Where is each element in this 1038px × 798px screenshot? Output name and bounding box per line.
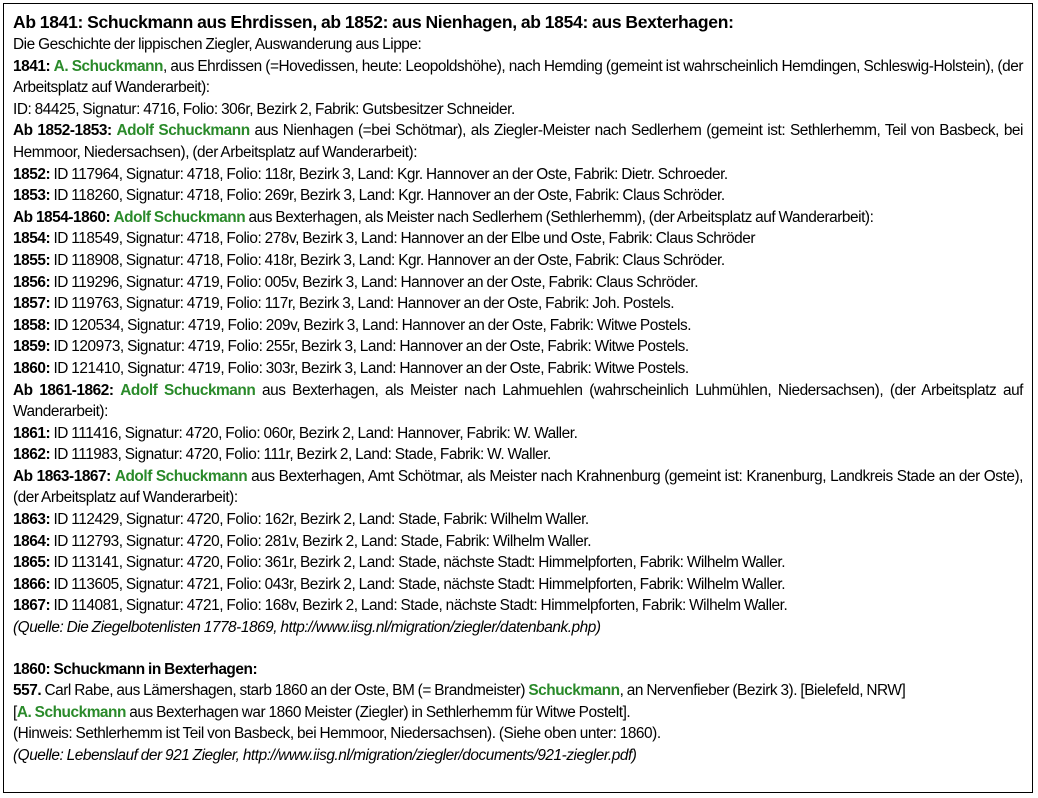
- year-row: [13, 444, 1023, 466]
- section-1854-rows: [13, 228, 1023, 379]
- entry-text: , an Nervenfieber (Bezirk 3). [Bielefeld, NRW]: [619, 682, 906, 700]
- section-text: aus Bexterhagen, als Meister nach Lahmuehlen (wahrscheinlich Luhmühlen, Niedersachsen), (der Arbeitsplatz auf Wanderarbeit):: [13, 381, 1024, 421]
- section-1852: [13, 120, 1023, 163]
- spacer: [13, 639, 1023, 659]
- year-row: [13, 293, 1023, 315]
- section-label: Ab 1854-1860:: [13, 208, 111, 226]
- year-record: ID 118260, Signatur: 4718, Folio: 269r, Bezirk 3, Land: Kgr. Hannover an der Oste, Fabrik: Claus Schröder.: [50, 187, 725, 205]
- section-1854: [13, 207, 1023, 229]
- person-name: Adolf Schuckmann: [120, 381, 256, 399]
- year-record: ID 114081, Signatur: 4721, Folio: 168v, Bezirk 2, Land: Stade, nächste Stadt: Himmelpforten, Fabrik: Wilhelm Waller.: [50, 597, 788, 615]
- entry-number: 557.: [13, 682, 42, 700]
- year-row: [13, 185, 1023, 207]
- year-row: [13, 509, 1023, 531]
- year-row: [13, 531, 1023, 553]
- year-record: ID 111416, Signatur: 4720, Folio: 060r, Bezirk 2, Land: Hannover, Fabrik: W. Waller.: [50, 424, 578, 442]
- year-label: 1862:: [13, 446, 51, 464]
- source-citation: (Quelle: Die Ziegelbotenlisten 1778-1869, http://www.iisg.nl/migration/ziegler/datenbank.php): [13, 619, 601, 637]
- year-label: 1866:: [13, 575, 51, 593]
- year-row: [13, 595, 1023, 617]
- person-name: A. Schuckmann: [53, 57, 163, 75]
- section-text: aus Nienhagen (=bei Schötmar), als Ziegler-Meister nach Sedlerhem (gemeint ist: Sethlerhemm, Teil von Basbeck, bei Hemmoor, Niedersachsen), (der Arbeitsplatz auf Wanderarbeit):: [13, 122, 1024, 161]
- year-record: ID 121410, Signatur: 4719, Folio: 303r, Bezirk 3, Land: Hannover an der Oste, Fabrik: Witwe Postels.: [50, 359, 689, 377]
- year-record: ID 113141, Signatur: 4720, Folio: 361r, Bezirk 2, Land: Stade, nächste Stadt: Himmelpforten, Fabrik: Wilhelm Waller.: [50, 554, 786, 572]
- person-name: Adolf Schuckmann: [113, 208, 246, 226]
- year-row: [13, 228, 1023, 250]
- year-row: [13, 250, 1023, 272]
- bexterhagen-heading: [13, 659, 1023, 681]
- year-label: 1863:: [13, 511, 51, 529]
- section-1861: [13, 380, 1023, 423]
- year-row: [13, 574, 1023, 596]
- entry-text: Carl Rabe, aus Lämershagen, starb 1860 an der Oste, BM (= Brandmeister): [41, 682, 529, 700]
- year-row: [13, 336, 1023, 358]
- year-record: ID 112429, Signatur: 4720, Folio: 162r, Bezirk 2, Land: Stade, Fabrik: Wilhelm Waller.: [50, 511, 589, 529]
- year-label: 1858:: [13, 316, 51, 334]
- year-record: ID 111983, Signatur: 4720, Folio: 111r, Bezirk 2, Land: Stade, Fabrik: W. Waller.: [50, 446, 551, 464]
- bexterhagen-entry: [13, 680, 1023, 702]
- year-label: 1857:: [13, 295, 51, 313]
- entry-label: 1841:: [13, 57, 51, 75]
- section-text: aus Bexterhagen, Amt Schötmar, als Meister nach Krahnenburg (gemeint ist: Kranenburg, Landkreis Stade an der Oste), (der Arbeitsplatz auf Wanderarbeit):: [13, 467, 1023, 507]
- entry-text: , aus Ehrdissen (=Hovedissen, heute: Leopoldshöhe), nach Hemding (gemeint ist wahrscheinlich Hemdingen, Schleswig-Holstein), (der Arbeitsplatz auf Wanderarbeit):: [13, 57, 1023, 97]
- document-frame: [3, 3, 1033, 793]
- person-name: Adolf Schuckmann: [114, 467, 248, 485]
- year-label: 1860:: [13, 359, 51, 377]
- year-label: 1859:: [13, 338, 51, 356]
- year-label: 1864:: [13, 532, 51, 550]
- year-row: [13, 272, 1023, 294]
- year-label: 1865:: [13, 554, 51, 572]
- bracket: [: [13, 703, 17, 721]
- year-record: ID 117964, Signatur: 4718, Folio: 118r, Bezirk 3, Land: Kgr. Hannover an der Oste, Fabrik: Dietr. Schroeder.: [50, 165, 728, 183]
- year-record: ID 120973, Signatur: 4719, Folio: 255r, Bezirk 3, Land: Hannover an der Oste, Fabrik: Witwe Postels.: [50, 338, 689, 356]
- section-1863-rows: [13, 509, 1023, 617]
- year-record: ID 118549, Signatur: 4718, Folio: 278v, Bezirk 3, Land: Hannover an der Elbe und Oste, Fabrik: Claus Schröder: [50, 230, 756, 248]
- year-record: ID 119296, Signatur: 4719, Folio: 005v, Bezirk 3, Land: Hannover an der Oste, Fabrik: Claus Schröder.: [50, 273, 699, 291]
- section-1852-rows: [13, 164, 1023, 207]
- intro-line: Die Geschichte der lippischen Ziegler, Auswanderung aus Lippe:: [13, 36, 422, 53]
- hint-line: (Hinweis: Sethlerhemm ist Teil von Basbeck, bei Hemmoor, Niedersachsen). (Siehe oben unter: 1860).: [13, 725, 661, 743]
- section-1863: [13, 466, 1023, 509]
- year-label: 1856:: [13, 273, 51, 291]
- year-label: 1852:: [13, 165, 51, 183]
- person-name: Schuckmann: [528, 682, 620, 700]
- year-row: [13, 552, 1023, 574]
- section-text: aus Bexterhagen, als Meister nach Sedlerhem (Sethlerhemm), (der Arbeitsplatz auf Wanderarbeit):: [245, 208, 874, 226]
- section-label: Ab 1861-1862:: [13, 381, 114, 399]
- year-label: 1854:: [13, 230, 51, 248]
- year-record: ID 113605, Signatur: 4721, Folio: 043r, Bezirk 2, Land: Stade, nächste Stadt: Himmelpforten, Fabrik: Wilhelm Waller.: [50, 575, 786, 593]
- heading-text: 1860: Schuckmann in Bexterhagen:: [13, 660, 258, 678]
- section-1861-rows: [13, 423, 1023, 466]
- year-record: ID 119763, Signatur: 4719, Folio: 117r, Bezirk 3, Land: Hannover an der Oste, Fabrik: Joh. Postels.: [50, 295, 675, 313]
- section-label: Ab 1852-1853:: [13, 122, 112, 140]
- entry-1841: [13, 56, 1023, 99]
- entry-1841-detail: ID: 84425, Signatur: 4716, Folio: 306r, Bezirk 2, Fabrik: Gutsbesitzer Schneider.: [13, 100, 515, 118]
- person-name: A. Schuckmann: [16, 703, 126, 721]
- source-citation: (Quelle: Lebenslauf der 921 Ziegler, http://www.iisg.nl/migration/ziegler/documents/921-ziegler.pdf): [13, 747, 637, 764]
- year-row: [13, 358, 1023, 380]
- year-row: [13, 423, 1023, 445]
- year-row: [13, 315, 1023, 337]
- year-label: 1867:: [13, 597, 51, 615]
- year-label: 1861:: [13, 424, 51, 442]
- year-record: ID 118908, Signatur: 4718, Folio: 418r, Bezirk 3, Land: Kgr. Hannover an der Oste, Fabrik: Claus Schröder.: [50, 251, 725, 269]
- note-text: aus Bexterhagen war 1860 Meister (Ziegler) in Sethlerhemm für Witwe Postelt].: [125, 703, 631, 721]
- page-title: Ab 1841: Schuckmann aus Ehrdissen, ab 1852: aus Nienhagen, ab 1854: aus Bexterhagen:: [13, 12, 734, 32]
- year-record: ID 112793, Signatur: 4720, Folio: 281v, Bezirk 2, Land: Stade, Fabrik: Wilhelm Waller.: [50, 532, 592, 550]
- year-label: 1855:: [13, 251, 51, 269]
- year-row: [13, 164, 1023, 186]
- bexterhagen-note: [13, 702, 1023, 724]
- person-name: Adolf Schuckmann: [116, 122, 250, 140]
- section-label: Ab 1863-1867:: [13, 467, 111, 485]
- year-label: 1853:: [13, 187, 51, 205]
- year-record: ID 120534, Signatur: 4719, Folio: 209v, Bezirk 3, Land: Hannover an der Oste, Fabrik: Witwe Postels.: [50, 316, 692, 334]
